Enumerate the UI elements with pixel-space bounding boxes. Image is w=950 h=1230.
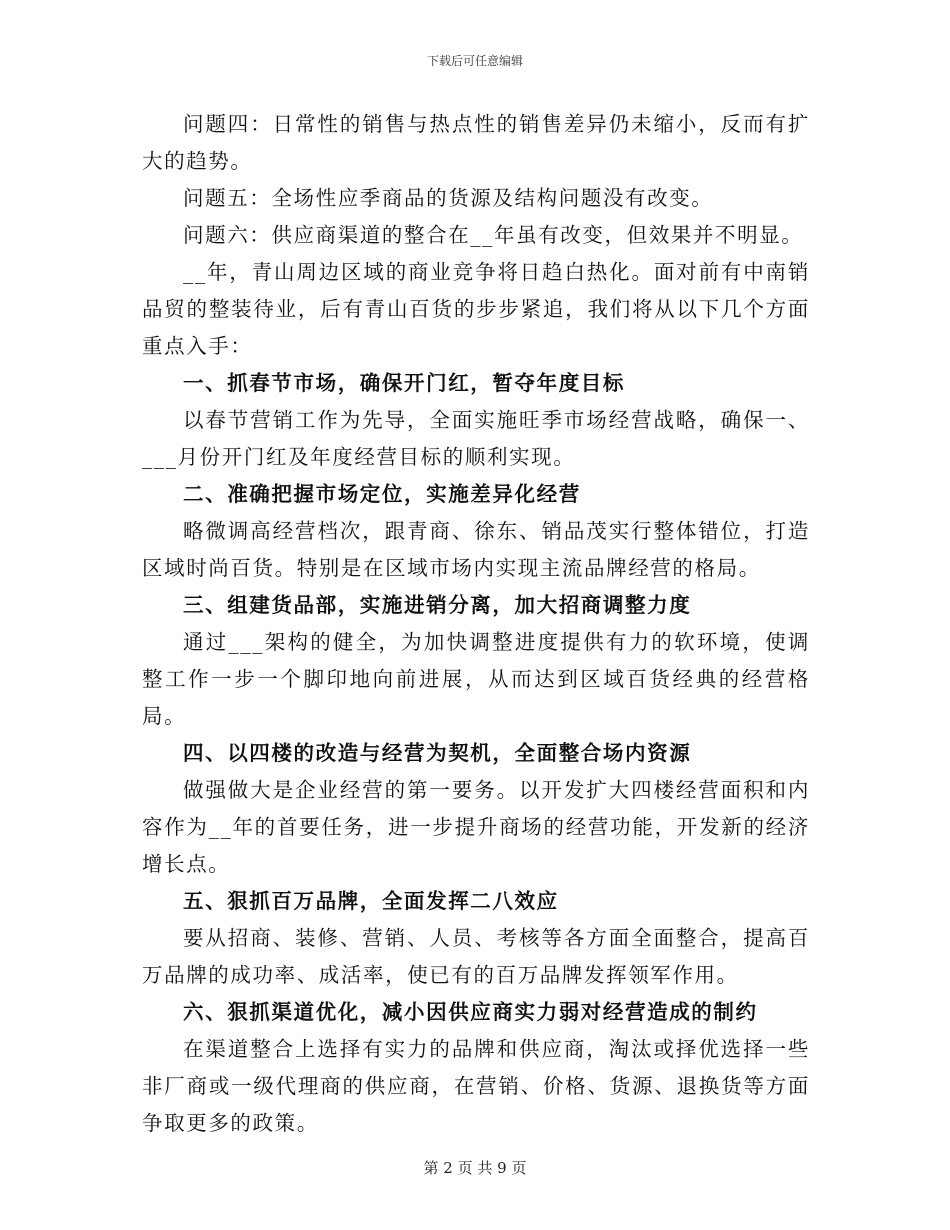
paragraph-intro: __年，青山周边区域的商业竞争将日趋白热化。面对前有中南销品贸的整装待业，后有青山百货的步步紧追，我们将从以下几个方面重点入手： — [142, 260, 810, 358]
page-header: 下载后可任意编辑 — [426, 54, 523, 68]
paragraph-problem-4: 问题四：日常性的销售与热点性的销售差异仍未缩小，反而有扩大的趋势。 — [142, 112, 810, 173]
paragraph-section-2: 略微调高经营档次，跟青商、徐东、销品茂实行整体错位，打造区域时尚百货。特别是在区域市场内实现主流品牌经营的格局。 — [142, 519, 810, 580]
paragraph-section-5: 要从招商、装修、营销、人员、考核等各方面全面整合，提高百万品牌的成功率、成活率，使已有的百万品牌发挥领军作用。 — [142, 926, 810, 987]
paragraph-problem-6: 问题六：供应商渠道的整合在__年虽有改变，但效果并不明显。 — [183, 223, 804, 247]
section-heading-6: 六、狠抓渠道优化，减小因供应商实力弱对经营造成的制约 — [183, 1000, 758, 1024]
section-heading-3: 三、组建货品部，实施进销分离，加大招商调整力度 — [183, 593, 692, 617]
page-footer: 第 2 页 共 9 页 — [423, 1159, 527, 1177]
section-heading-4: 四、以四楼的改造与经营为契机，全面整合场内资源 — [183, 741, 692, 765]
paragraph-section-3: 通过___架构的健全，为加快调整进度提供有力的软环境，使调整工作一步一个脚印地向前进展，从而达到区域百货经典的经营格局。 — [142, 630, 810, 728]
section-heading-2: 二、准确把握市场定位，实施差异化经营 — [183, 482, 581, 506]
paragraph-section-6: 在渠道整合上选择有实力的品牌和供应商，淘汰或择优选择一些非厂商或一级代理商的供应商，在营销、价格、货源、退换货等方面争取更多的政策。 — [142, 1037, 810, 1135]
paragraph-section-1: 以春节营销工作为先导，全面实施旺季市场经营战略，确保一、___月份开门红及年度经营目标的顺利实现。 — [142, 408, 810, 469]
paragraph-problem-5: 问题五：全场性应季商品的货源及结构问题没有改变。 — [183, 186, 714, 210]
document-body — [142, 106, 810, 1142]
section-heading-5: 五、狠抓百万品牌，全面发挥二八效应 — [183, 889, 559, 913]
paragraph-section-4: 做强做大是企业经营的第一要务。以开发扩大四楼经营面积和内容作为__年的首要任务，进一步提升商场的经营功能，开发新的经济增长点。 — [142, 778, 810, 876]
section-heading-1: 一、抓春节市场，确保开门红，暂夺年度目标 — [183, 371, 625, 395]
